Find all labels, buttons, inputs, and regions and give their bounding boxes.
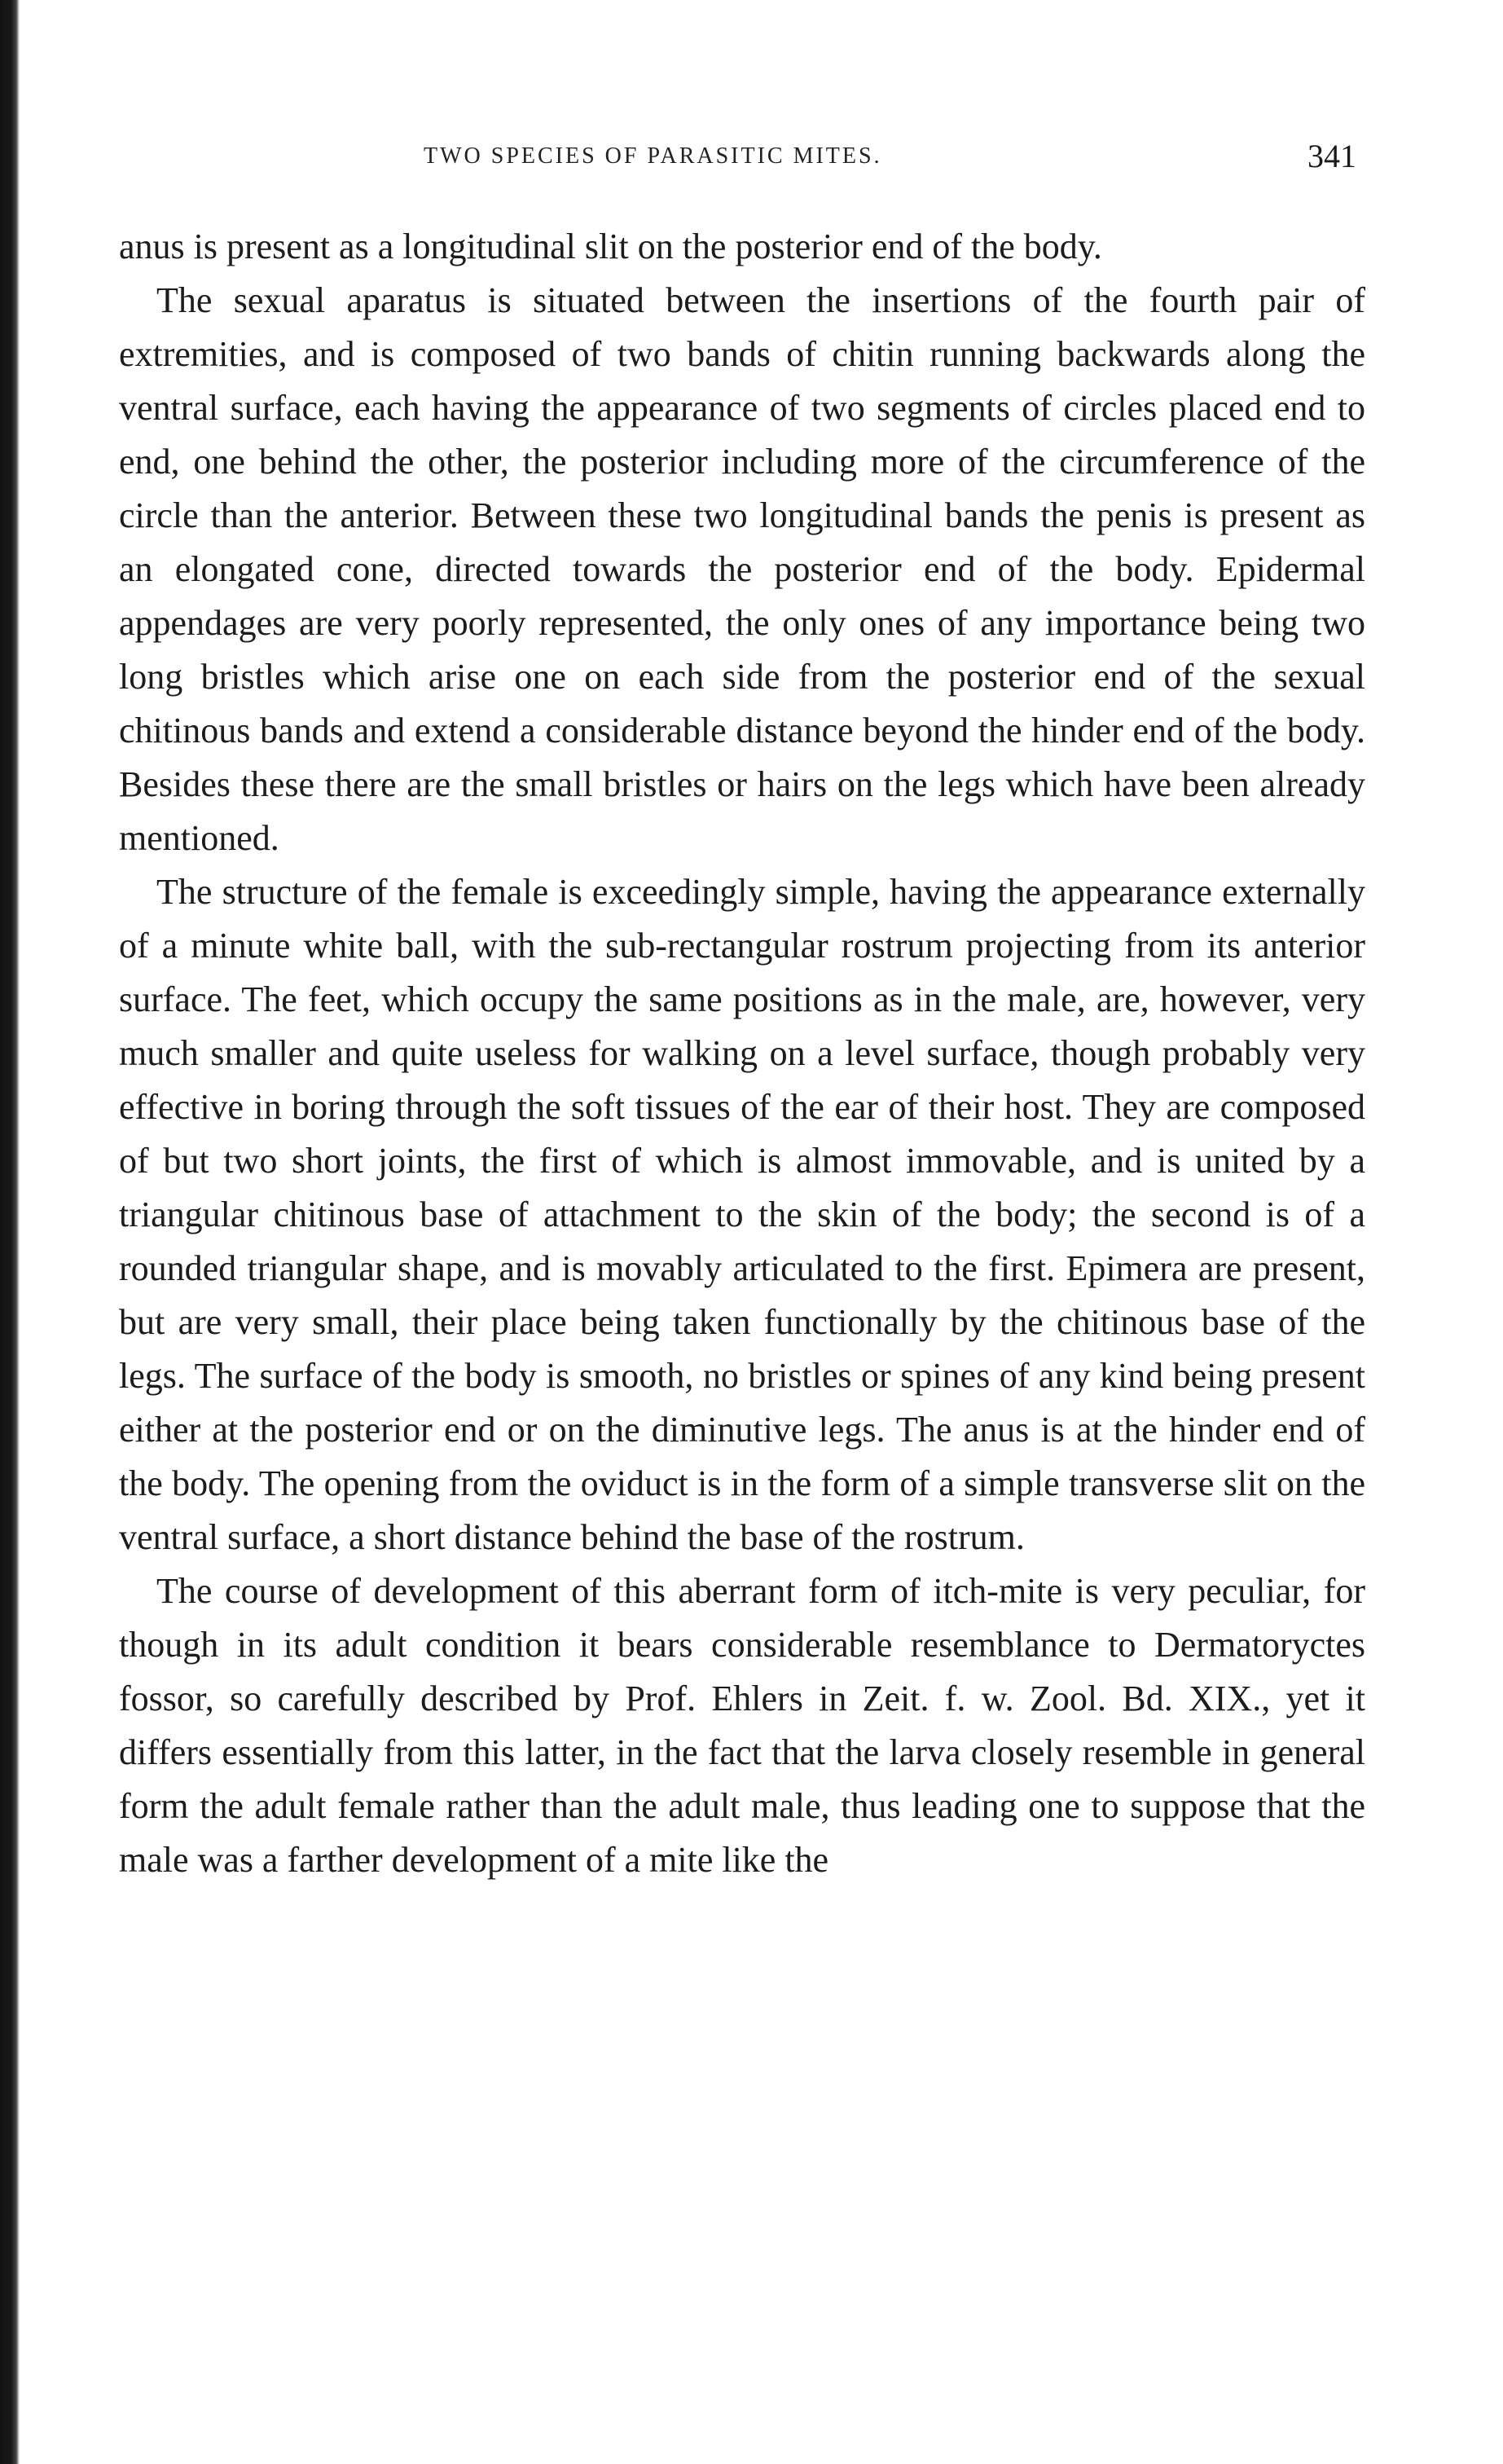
paragraph-sexual-apparatus: The sexual aparatus is situated between the insertions of the fourth pair of extremities, and is composed of two bands of chitin running backwards along the ventral surface, each having the appearance of two segments of circles placed end to end, one behind the other, the posterior including more of the circumference of the circle than the anterior. Between these two longitudinal bands the penis is present as an elongated cone, directed towards the posterior end of the body. Epidermal appendages are very poorly represented, the only ones of any importance being two long bristles which arise one on each side from the posterior end of the sexual chitinous bands and extend a considerable distance beyond the hinder end of the body. Besides these there are the small bristles or hairs on the legs which have been already mentioned. (119, 280, 1365, 858)
binding-edge-shadow (0, 0, 20, 2464)
body-text (119, 220, 1365, 1887)
page-header (122, 137, 1356, 186)
paragraph-female-structure: The structure of the female is exceedingly simple, having the appearance externally of a minute white ball, with the sub-rectangular rostrum projecting from its anterior surface. The feet, which occupy the same positions as in the male, are, however, very much smaller and quite useless for walking on a level surface, though probably very effective in boring through the soft tissues of the ear of their host. They are composed of but two short joints, the first of which is almost immovable, and is united by a triangular chitinous base of attachment to the skin of the body; the second is of a rounded triangular shape, and is movably articulated to the first. Epimera are present, but are very small, their place being taken functionally by the chitinous base of the legs. The surface of the body is smooth, no bristles or spines of any kind being present either at the posterior end or on the diminutive legs. The anus is at the hinder end of the body. The opening from the oviduct is in the form of a simple transverse slit on the ventral surface, a short distance behind the base of the rostrum. (119, 872, 1365, 1557)
page-number: 341 (1307, 138, 1356, 174)
paragraph-continuation: anus is present as a longitudinal slit on the posterior end of the body. (119, 227, 1102, 266)
running-title: TWO SPECIES OF PARASITIC MITES. (424, 143, 882, 169)
paragraph-development: The course of development of this aberrant form of itch-mite is very peculiar, for though in its adult condition it bears considerable resemblance to Dermatoryctes fossor, so carefully described by Prof. Ehlers in Zeit. f. w. Zool. Bd. XIX., yet it differs essentially from this latter, in the fact that the larva closely resemble in general form the adult female rather than the adult male, thus leading one to suppose that the male was a farther development of a mite like the (119, 1571, 1365, 1880)
